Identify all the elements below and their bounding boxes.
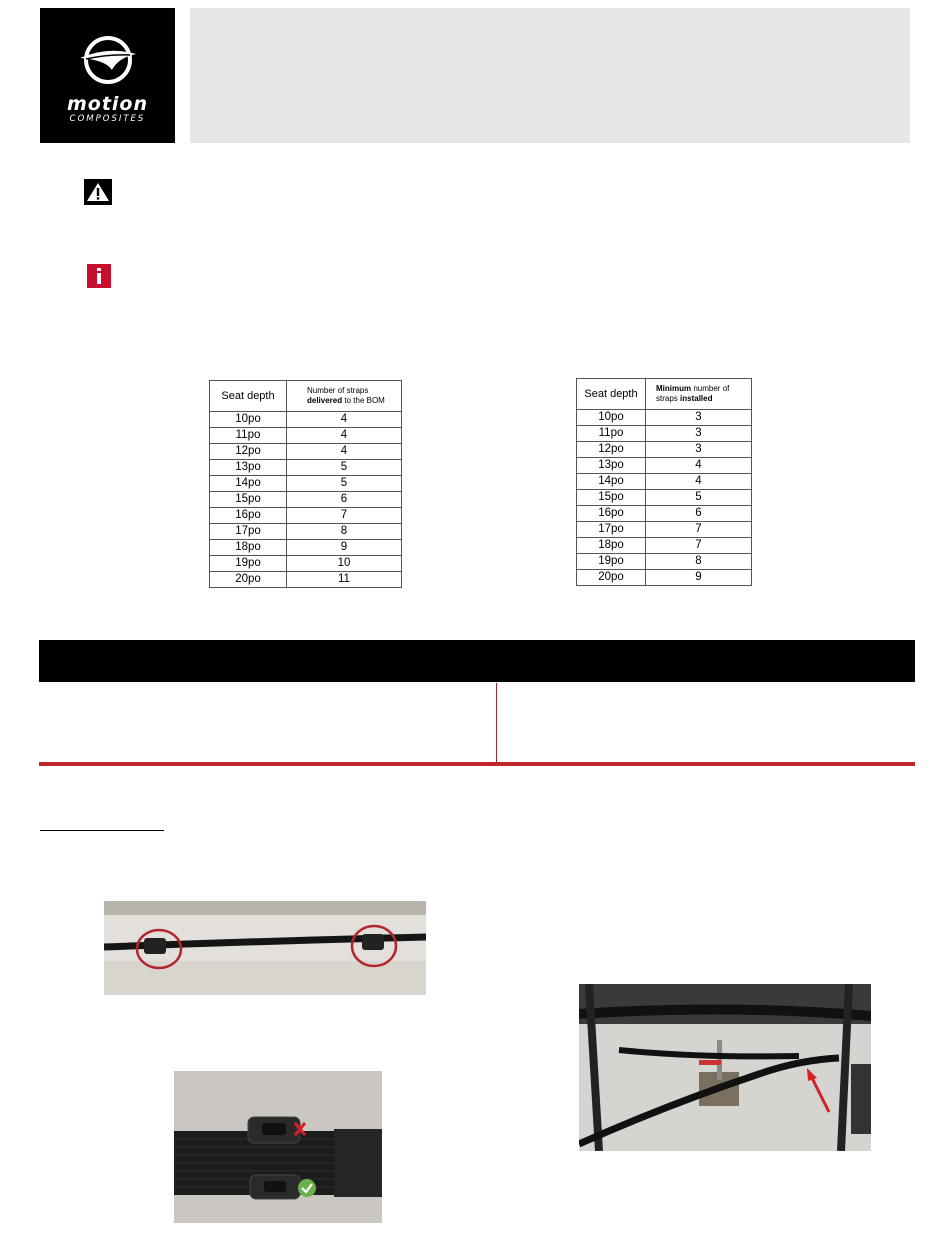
table-header-straps-delivered: Number of straps delivered to the BOM	[287, 381, 402, 412]
straps-delivered-table	[209, 380, 402, 588]
table-row: 10po 3	[577, 410, 752, 426]
straps-installed-table	[576, 378, 752, 586]
section-separator-line	[39, 762, 915, 766]
logo-emblem-icon	[78, 32, 138, 88]
motion-composites-logo	[40, 8, 175, 143]
table-header-seat-depth: Seat depth	[577, 379, 646, 410]
clip-orientation-photo	[174, 1071, 382, 1223]
table-header-seat-depth: Seat depth	[210, 381, 287, 412]
table-row: 16po 7	[210, 508, 402, 524]
strap-with-clips-photo	[104, 901, 426, 995]
table-row: 13po 5	[210, 460, 402, 476]
table-row: 16po 6	[577, 506, 752, 522]
table-row: 19po 8	[577, 554, 752, 570]
logo-wordmark: motion	[66, 93, 149, 115]
table-row: 10po 4	[210, 412, 402, 428]
heading-underline	[40, 830, 164, 831]
table-header-min-installed: Minimum number of straps installed	[646, 379, 752, 410]
table-row: 18po 9	[210, 540, 402, 556]
header-banner	[190, 8, 910, 143]
table-row: 11po 3	[577, 426, 752, 442]
table-row: 15po 6	[210, 492, 402, 508]
table-row: 12po 4	[210, 444, 402, 460]
table-row: 17po 7	[577, 522, 752, 538]
table-row: 13po 4	[577, 458, 752, 474]
info-icon	[87, 264, 111, 288]
table-row: 14po 5	[210, 476, 402, 492]
table-row: 19po 10	[210, 556, 402, 572]
table-row: 20po 11	[210, 572, 402, 588]
table-row: 18po 7	[577, 538, 752, 554]
table-row: 20po 9	[577, 570, 752, 586]
section-header-bar	[39, 640, 915, 682]
table-row: 14po 4	[577, 474, 752, 490]
table-row: 11po 4	[210, 428, 402, 444]
table-row: 17po 8	[210, 524, 402, 540]
strap-installed-on-frame-photo	[579, 984, 871, 1151]
column-divider	[496, 683, 497, 763]
table-row: 15po 5	[577, 490, 752, 506]
logo-subtitle: COMPOSITES	[69, 114, 146, 124]
warning-triangle-icon	[84, 179, 112, 205]
table-row: 12po 3	[577, 442, 752, 458]
